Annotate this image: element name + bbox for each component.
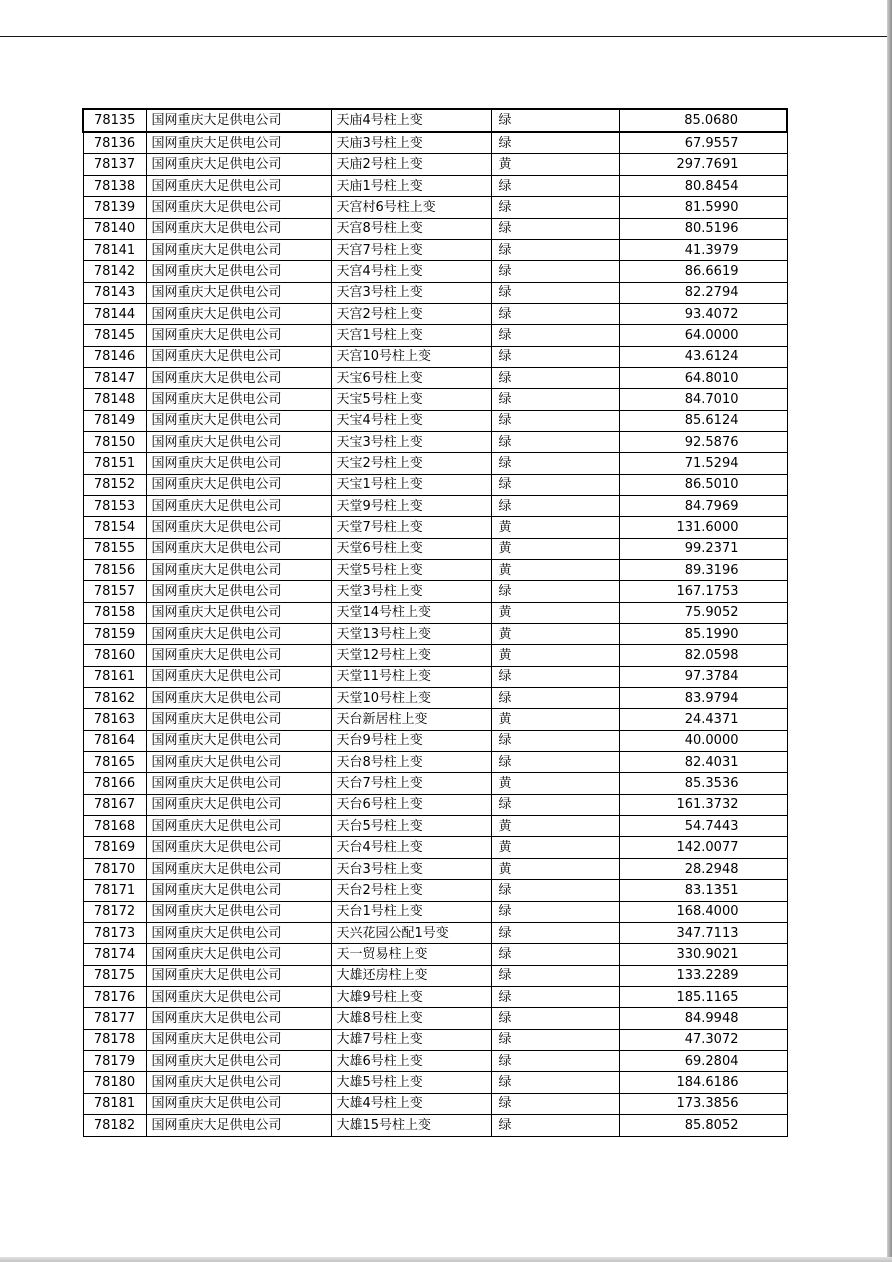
table-row [83, 581, 787, 602]
cell-status: 黄 [491, 837, 619, 858]
cell-value: 28.2948 [619, 858, 787, 879]
cell-status: 绿 [491, 389, 619, 410]
cell-name: 天庙4号柱上变 [331, 109, 491, 132]
cell-company: 国网重庆大足供电公司 [146, 495, 331, 516]
table-row [83, 453, 787, 474]
cell-id: 78144 [83, 303, 146, 324]
cell-id: 78150 [83, 431, 146, 452]
cell-company: 国网重庆大足供电公司 [146, 367, 331, 388]
cell-value: 173.3856 [619, 1093, 787, 1114]
cell-company: 国网重庆大足供电公司 [146, 624, 331, 645]
cell-value: 83.1351 [619, 880, 787, 901]
cell-value: 184.6186 [619, 1072, 787, 1093]
cell-name: 天宝3号柱上变 [331, 431, 491, 452]
table-row [83, 517, 787, 538]
cell-name: 天宝4号柱上变 [331, 410, 491, 431]
cell-id: 78146 [83, 346, 146, 367]
cell-status: 绿 [491, 965, 619, 986]
cell-status: 绿 [491, 239, 619, 260]
table-row [83, 944, 787, 965]
table-row [83, 773, 787, 794]
table-row [83, 730, 787, 751]
cell-id: 78168 [83, 816, 146, 837]
table-row [83, 303, 787, 324]
cell-name: 天台9号柱上变 [331, 730, 491, 751]
table-row [83, 880, 787, 901]
cell-name: 天宫7号柱上变 [331, 239, 491, 260]
cell-value: 185.1165 [619, 986, 787, 1007]
cell-status: 黄 [491, 538, 619, 559]
cell-value: 81.5990 [619, 197, 787, 218]
cell-status: 绿 [491, 132, 619, 154]
cell-value: 97.3784 [619, 666, 787, 687]
cell-id: 78165 [83, 752, 146, 773]
cell-company: 国网重庆大足供电公司 [146, 645, 331, 666]
table-row [83, 688, 787, 709]
cell-id: 78162 [83, 688, 146, 709]
cell-status: 黄 [491, 517, 619, 538]
cell-id: 78140 [83, 218, 146, 239]
table-row [83, 1029, 787, 1050]
cell-value: 133.2289 [619, 965, 787, 986]
cell-id: 78164 [83, 730, 146, 751]
cell-company: 国网重庆大足供电公司 [146, 1114, 331, 1136]
cell-value: 85.3536 [619, 773, 787, 794]
table-row [83, 709, 787, 730]
cell-value: 43.6124 [619, 346, 787, 367]
cell-status: 绿 [491, 1114, 619, 1136]
cell-value: 330.9021 [619, 944, 787, 965]
cell-id: 78136 [83, 132, 146, 154]
cell-status: 绿 [491, 474, 619, 495]
cell-company: 国网重庆大足供电公司 [146, 1008, 331, 1029]
cell-value: 82.2794 [619, 282, 787, 303]
cell-value: 75.9052 [619, 602, 787, 623]
cell-status: 黄 [491, 154, 619, 175]
cell-company: 国网重庆大足供电公司 [146, 325, 331, 346]
cell-name: 天台6号柱上变 [331, 794, 491, 815]
table-row [83, 389, 787, 410]
table-row [83, 474, 787, 495]
table-row [83, 346, 787, 367]
table-row [83, 109, 787, 132]
table-row [83, 1093, 787, 1114]
cell-status: 绿 [491, 880, 619, 901]
cell-id: 78138 [83, 175, 146, 196]
cell-company: 国网重庆大足供电公司 [146, 474, 331, 495]
table-row [83, 261, 787, 282]
cell-company: 国网重庆大足供电公司 [146, 1029, 331, 1050]
cell-name: 天堂14号柱上变 [331, 602, 491, 623]
cell-status: 绿 [491, 1029, 619, 1050]
cell-id: 78156 [83, 560, 146, 581]
table-row [83, 495, 787, 516]
cell-id: 78181 [83, 1093, 146, 1114]
cell-company: 国网重庆大足供电公司 [146, 431, 331, 452]
cell-company: 国网重庆大足供电公司 [146, 986, 331, 1007]
cell-id: 78169 [83, 837, 146, 858]
cell-company: 国网重庆大足供电公司 [146, 517, 331, 538]
cell-name: 大雄7号柱上变 [331, 1029, 491, 1050]
cell-id: 78135 [83, 109, 146, 132]
cell-company: 国网重庆大足供电公司 [146, 837, 331, 858]
cell-status: 绿 [491, 986, 619, 1007]
cell-status: 绿 [491, 261, 619, 282]
cell-value: 80.5196 [619, 218, 787, 239]
cell-name: 天堂9号柱上变 [331, 495, 491, 516]
cell-name: 天堂12号柱上变 [331, 645, 491, 666]
cell-value: 82.0598 [619, 645, 787, 666]
cell-name: 天宝6号柱上变 [331, 367, 491, 388]
cell-id: 78145 [83, 325, 146, 346]
cell-status: 绿 [491, 901, 619, 922]
cell-value: 54.7443 [619, 816, 787, 837]
cell-value: 168.4000 [619, 901, 787, 922]
cell-status: 黄 [491, 560, 619, 581]
cell-status: 黄 [491, 624, 619, 645]
cell-company: 国网重庆大足供电公司 [146, 901, 331, 922]
table-row [83, 858, 787, 879]
cell-value: 92.5876 [619, 431, 787, 452]
cell-id: 78149 [83, 410, 146, 431]
cell-value: 86.5010 [619, 474, 787, 495]
cell-name: 天宫2号柱上变 [331, 303, 491, 324]
cell-name: 大雄6号柱上变 [331, 1050, 491, 1071]
table-row [83, 431, 787, 452]
table-row [83, 602, 787, 623]
cell-id: 78158 [83, 602, 146, 623]
cell-company: 国网重庆大足供电公司 [146, 560, 331, 581]
cell-status: 绿 [491, 1093, 619, 1114]
cell-value: 67.9557 [619, 132, 787, 154]
cell-value: 84.9948 [619, 1008, 787, 1029]
cell-id: 78155 [83, 538, 146, 559]
cell-name: 天宫4号柱上变 [331, 261, 491, 282]
cell-value: 93.4072 [619, 303, 787, 324]
cell-id: 78153 [83, 495, 146, 516]
cell-company: 国网重庆大足供电公司 [146, 581, 331, 602]
cell-name: 天庙2号柱上变 [331, 154, 491, 175]
cell-value: 297.7691 [619, 154, 787, 175]
cell-id: 78178 [83, 1029, 146, 1050]
cell-status: 绿 [491, 1050, 619, 1071]
cell-company: 国网重庆大足供电公司 [146, 197, 331, 218]
cell-company: 国网重庆大足供电公司 [146, 303, 331, 324]
cell-status: 绿 [491, 218, 619, 239]
cell-name: 天宫10号柱上变 [331, 346, 491, 367]
table-row [83, 986, 787, 1007]
cell-company: 国网重庆大足供电公司 [146, 346, 331, 367]
cell-value: 80.8454 [619, 175, 787, 196]
table-row [83, 325, 787, 346]
cell-name: 天台新居柱上变 [331, 709, 491, 730]
cell-company: 国网重庆大足供电公司 [146, 453, 331, 474]
table-row [83, 282, 787, 303]
cell-value: 82.4031 [619, 752, 787, 773]
cell-id: 78161 [83, 666, 146, 687]
cell-name: 天宫村6号柱上变 [331, 197, 491, 218]
table-row [83, 1114, 787, 1136]
cell-name: 天兴花园公配1号变 [331, 922, 491, 943]
cell-name: 大雄还房柱上变 [331, 965, 491, 986]
cell-id: 78176 [83, 986, 146, 1007]
cell-company: 国网重庆大足供电公司 [146, 218, 331, 239]
cell-id: 78141 [83, 239, 146, 260]
cell-name: 大雄5号柱上变 [331, 1072, 491, 1093]
cell-company: 国网重庆大足供电公司 [146, 688, 331, 709]
table-row [83, 645, 787, 666]
cell-name: 大雄15号柱上变 [331, 1114, 491, 1136]
cell-status: 绿 [491, 794, 619, 815]
cell-status: 绿 [491, 453, 619, 474]
cell-name: 天台5号柱上变 [331, 816, 491, 837]
table-row [83, 197, 787, 218]
cell-name: 天庙1号柱上变 [331, 175, 491, 196]
cell-value: 167.1753 [619, 581, 787, 602]
cell-company: 国网重庆大足供电公司 [146, 730, 331, 751]
cell-status: 黄 [491, 816, 619, 837]
table-body [83, 109, 787, 1137]
cell-name: 天台8号柱上变 [331, 752, 491, 773]
cell-status: 黄 [491, 773, 619, 794]
cell-name: 天台7号柱上变 [331, 773, 491, 794]
cell-name: 天堂11号柱上变 [331, 666, 491, 687]
table-row [83, 410, 787, 431]
cell-id: 78170 [83, 858, 146, 879]
table-row [83, 218, 787, 239]
cell-status: 绿 [491, 175, 619, 196]
cell-status: 绿 [491, 922, 619, 943]
cell-value: 71.5294 [619, 453, 787, 474]
cell-id: 78137 [83, 154, 146, 175]
cell-id: 78139 [83, 197, 146, 218]
table-row [83, 175, 787, 196]
cell-company: 国网重庆大足供电公司 [146, 1072, 331, 1093]
cell-name: 天堂6号柱上变 [331, 538, 491, 559]
cell-value: 161.3732 [619, 794, 787, 815]
cell-company: 国网重庆大足供电公司 [146, 858, 331, 879]
cell-value: 83.9794 [619, 688, 787, 709]
cell-value: 69.2804 [619, 1050, 787, 1071]
cell-id: 78152 [83, 474, 146, 495]
table-row [83, 1050, 787, 1071]
cell-status: 黄 [491, 709, 619, 730]
table-row [83, 837, 787, 858]
cell-name: 天宝1号柱上变 [331, 474, 491, 495]
table-row [83, 965, 787, 986]
cell-company: 国网重庆大足供电公司 [146, 773, 331, 794]
cell-name: 天台4号柱上变 [331, 837, 491, 858]
cell-status: 绿 [491, 303, 619, 324]
cell-company: 国网重庆大足供电公司 [146, 944, 331, 965]
cell-status: 绿 [491, 109, 619, 132]
cell-id: 78163 [83, 709, 146, 730]
cell-company: 国网重庆大足供电公司 [146, 132, 331, 154]
cell-status: 绿 [491, 346, 619, 367]
table-row [83, 1072, 787, 1093]
cell-name: 天堂7号柱上变 [331, 517, 491, 538]
table-row [83, 538, 787, 559]
table-row [83, 666, 787, 687]
cell-value: 85.6124 [619, 410, 787, 431]
table-row [83, 794, 787, 815]
cell-value: 85.0680 [619, 109, 787, 132]
page-right-edge [887, 0, 892, 1262]
cell-id: 78143 [83, 282, 146, 303]
cell-id: 78159 [83, 624, 146, 645]
cell-value: 40.0000 [619, 730, 787, 751]
cell-company: 国网重庆大足供电公司 [146, 239, 331, 260]
cell-id: 78180 [83, 1072, 146, 1093]
cell-name: 天一贸易柱上变 [331, 944, 491, 965]
cell-name: 大雄9号柱上变 [331, 986, 491, 1007]
cell-id: 78182 [83, 1114, 146, 1136]
cell-status: 绿 [491, 666, 619, 687]
cell-status: 黄 [491, 602, 619, 623]
cell-id: 78142 [83, 261, 146, 282]
cell-status: 绿 [491, 944, 619, 965]
cell-id: 78172 [83, 901, 146, 922]
cell-company: 国网重庆大足供电公司 [146, 410, 331, 431]
cell-name: 天台1号柱上变 [331, 901, 491, 922]
cell-name: 天庙3号柱上变 [331, 132, 491, 154]
cell-id: 78167 [83, 794, 146, 815]
cell-status: 绿 [491, 495, 619, 516]
cell-status: 绿 [491, 688, 619, 709]
cell-company: 国网重庆大足供电公司 [146, 709, 331, 730]
cell-value: 85.1990 [619, 624, 787, 645]
cell-value: 99.2371 [619, 538, 787, 559]
table-row [83, 154, 787, 175]
top-divider [0, 36, 892, 37]
cell-id: 78174 [83, 944, 146, 965]
cell-name: 天宫1号柱上变 [331, 325, 491, 346]
cell-id: 78151 [83, 453, 146, 474]
cell-id: 78175 [83, 965, 146, 986]
cell-value: 347.7113 [619, 922, 787, 943]
cell-id: 78179 [83, 1050, 146, 1071]
table-row [83, 239, 787, 260]
cell-name: 天台3号柱上变 [331, 858, 491, 879]
cell-value: 84.7969 [619, 495, 787, 516]
cell-status: 绿 [491, 752, 619, 773]
cell-company: 国网重庆大足供电公司 [146, 922, 331, 943]
cell-status: 黄 [491, 645, 619, 666]
cell-status: 绿 [491, 1008, 619, 1029]
cell-value: 142.0077 [619, 837, 787, 858]
cell-company: 国网重庆大足供电公司 [146, 666, 331, 687]
table-row [83, 367, 787, 388]
page-bottom-edge [0, 1257, 892, 1262]
cell-name: 大雄4号柱上变 [331, 1093, 491, 1114]
cell-value: 131.6000 [619, 517, 787, 538]
cell-company: 国网重庆大足供电公司 [146, 538, 331, 559]
cell-name: 大雄8号柱上变 [331, 1008, 491, 1029]
cell-status: 黄 [491, 858, 619, 879]
cell-name: 天宫8号柱上变 [331, 218, 491, 239]
cell-status: 绿 [491, 325, 619, 346]
cell-name: 天宝5号柱上变 [331, 389, 491, 410]
cell-company: 国网重庆大足供电公司 [146, 154, 331, 175]
cell-value: 24.4371 [619, 709, 787, 730]
cell-name: 天堂5号柱上变 [331, 560, 491, 581]
cell-name: 天堂13号柱上变 [331, 624, 491, 645]
cell-name: 天宫3号柱上变 [331, 282, 491, 303]
cell-company: 国网重庆大足供电公司 [146, 794, 331, 815]
table-row [83, 1008, 787, 1029]
cell-company: 国网重庆大足供电公司 [146, 880, 331, 901]
cell-value: 85.8052 [619, 1114, 787, 1136]
transformer-table [82, 108, 788, 1137]
cell-status: 绿 [491, 367, 619, 388]
cell-company: 国网重庆大足供电公司 [146, 261, 331, 282]
cell-company: 国网重庆大足供电公司 [146, 816, 331, 837]
cell-value: 84.7010 [619, 389, 787, 410]
table-row [83, 560, 787, 581]
cell-value: 64.8010 [619, 367, 787, 388]
cell-id: 78160 [83, 645, 146, 666]
cell-company: 国网重庆大足供电公司 [146, 602, 331, 623]
cell-id: 78154 [83, 517, 146, 538]
cell-company: 国网重庆大足供电公司 [146, 1093, 331, 1114]
cell-id: 78157 [83, 581, 146, 602]
table-row [83, 901, 787, 922]
cell-value: 41.3979 [619, 239, 787, 260]
cell-id: 78166 [83, 773, 146, 794]
cell-status: 绿 [491, 197, 619, 218]
cell-company: 国网重庆大足供电公司 [146, 389, 331, 410]
cell-name: 天堂3号柱上变 [331, 581, 491, 602]
cell-id: 78147 [83, 367, 146, 388]
cell-value: 47.3072 [619, 1029, 787, 1050]
cell-value: 86.6619 [619, 261, 787, 282]
cell-id: 78171 [83, 880, 146, 901]
cell-company: 国网重庆大足供电公司 [146, 752, 331, 773]
cell-status: 绿 [491, 410, 619, 431]
cell-id: 78173 [83, 922, 146, 943]
cell-company: 国网重庆大足供电公司 [146, 282, 331, 303]
cell-name: 天堂10号柱上变 [331, 688, 491, 709]
cell-value: 89.3196 [619, 560, 787, 581]
cell-name: 天宝2号柱上变 [331, 453, 491, 474]
cell-status: 绿 [491, 730, 619, 751]
cell-status: 绿 [491, 282, 619, 303]
cell-company: 国网重庆大足供电公司 [146, 1050, 331, 1071]
table-row [83, 922, 787, 943]
cell-status: 绿 [491, 431, 619, 452]
cell-value: 64.0000 [619, 325, 787, 346]
cell-status: 绿 [491, 1072, 619, 1093]
cell-id: 78148 [83, 389, 146, 410]
cell-name: 天台2号柱上变 [331, 880, 491, 901]
table-row [83, 816, 787, 837]
cell-id: 78177 [83, 1008, 146, 1029]
cell-company: 国网重庆大足供电公司 [146, 175, 331, 196]
table-row [83, 624, 787, 645]
cell-company: 国网重庆大足供电公司 [146, 109, 331, 132]
table-row [83, 132, 787, 154]
table-row [83, 752, 787, 773]
cell-company: 国网重庆大足供电公司 [146, 965, 331, 986]
cell-status: 绿 [491, 581, 619, 602]
